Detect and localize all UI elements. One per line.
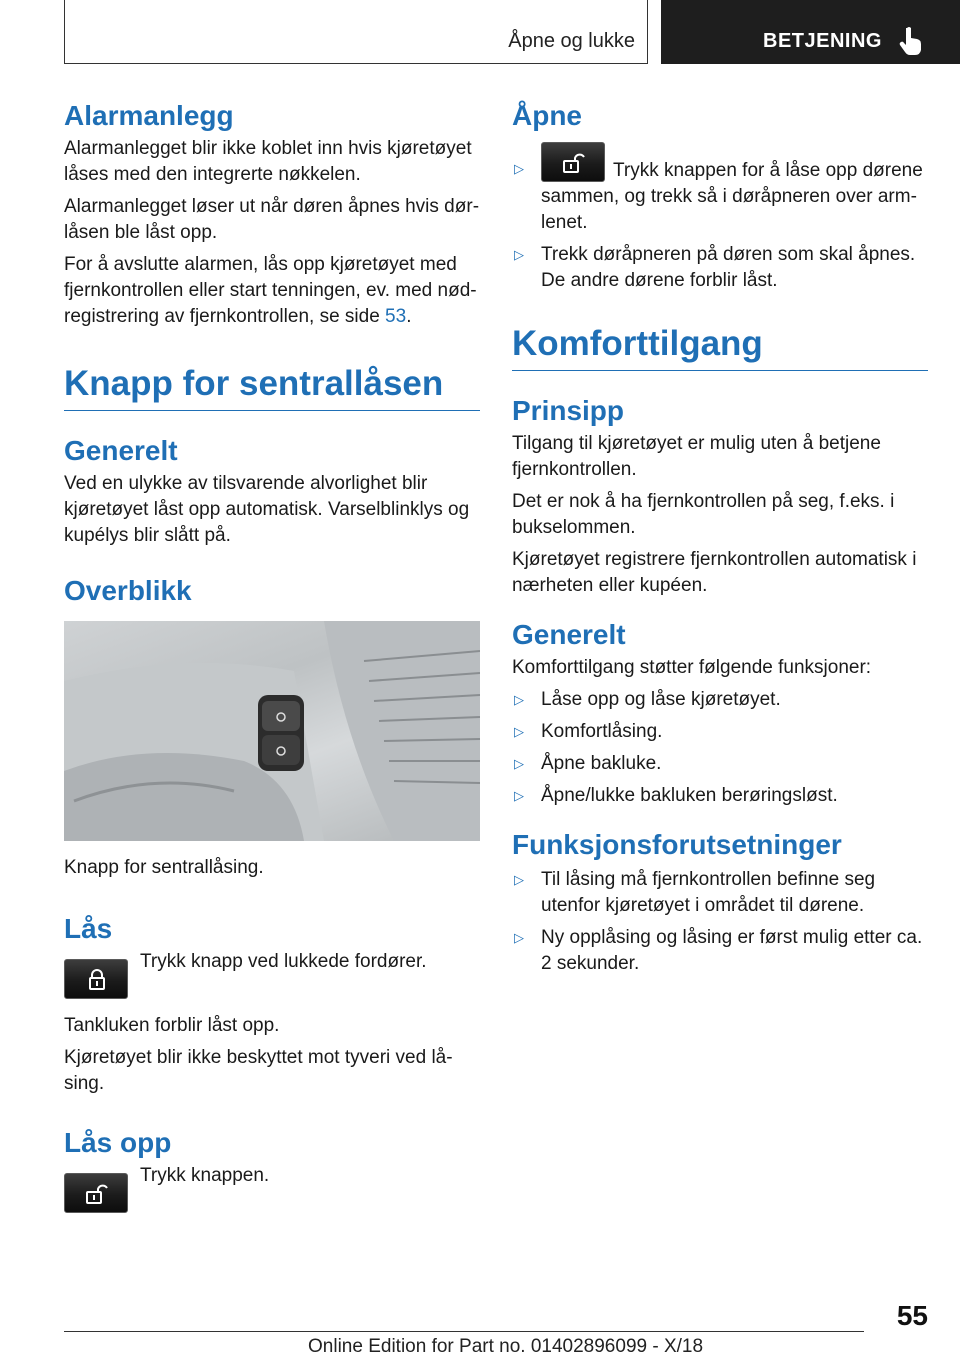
triangle-right-icon: ▷ [514, 930, 524, 945]
triangle-right-icon: ▷ [514, 161, 524, 176]
footer-divider [64, 1331, 864, 1332]
generelt-heading: Generelt [64, 435, 178, 466]
alarm-heading: Alarmanlegg [64, 100, 234, 131]
list-item: ▷ Til låsing må fjernkontrollen befinne seg utenfor kjøretøyet i området til dørene. [514, 869, 876, 916]
unlock-button-inline [541, 142, 605, 182]
list-item: ▷ Åpne/lukke bakluken berøringsløst. [512, 783, 928, 809]
left-column [64, 100, 480, 1213]
header-section-tab [64, 0, 648, 64]
prinsipp-paragraph-3: Kjøretøyet registrere fjernkontrollen automatisk i nærheten eller kupéen. [512, 549, 917, 596]
laas-paragraph-1: Tankluken forblir låst opp. [64, 1015, 280, 1036]
header-chapter-tab [661, 0, 960, 64]
prinsipp-paragraph-2: Det er nok å ha fjernkontrollen på seg, f.eks. i bukselommen. [512, 491, 895, 538]
padlock-open-icon [86, 1182, 108, 1204]
footer-edition: Online Edition for Part no. 01402896099 - X/18 [308, 1336, 704, 1357]
list-item: ▷ Åpne bakluke. [512, 751, 928, 777]
padlock-open-icon [563, 151, 585, 173]
aapne-item-1-text: Trykk knappen for å låse opp dørene sammen, og trekk så i døråpneren over armlenet. [541, 160, 923, 233]
header-section-title: Åpne og lukke [508, 30, 635, 52]
unlock-button [64, 1173, 128, 1213]
lock-button-row [64, 953, 480, 999]
list-item: ▷ Låse opp og låse kjøretøyet. [512, 687, 928, 713]
aapne-heading: Åpne [512, 100, 582, 131]
unlock-button-text: Trykk knappen. [140, 1165, 270, 1186]
generelt-right-paragraph: Komforttilgang støtter følgende funksjoner: [512, 657, 872, 678]
padlock-closed-icon [86, 968, 108, 990]
funksjon-heading: Funksjonsforutsetninger [512, 829, 842, 860]
hand-pointer-icon [898, 26, 924, 56]
alarm-paragraph-3: For å avslutte alarmen, lås opp kjøretøyet med fjernkontrollen eller start tenningen, ev. med nødregistrering av fjernkontrollen, se side 53. [64, 254, 477, 327]
triangle-right-icon: ▷ [514, 872, 524, 887]
list-item: ▷ Komfortlåsing. [512, 719, 928, 745]
photo-caption: Knapp for sentrallåsing. [64, 857, 264, 878]
triangle-right-icon: ▷ [514, 692, 524, 707]
laas-heading: Lås [64, 913, 113, 944]
alarm-paragraph-1: Alarmanlegget blir ikke koblet inn hvis kjøretøyet låses med den integrerte nøkkelen. [64, 138, 472, 185]
prinsipp-paragraph-1: Tilgang til kjøretøyet er mulig uten å betjene fjernkontrollen. [512, 433, 881, 480]
door-panel-illustration [64, 621, 480, 841]
triangle-right-icon: ▷ [514, 247, 524, 262]
laas-opp-heading: Lås opp [64, 1127, 172, 1158]
triangle-right-icon: ▷ [514, 756, 524, 771]
lock-button [64, 959, 128, 999]
unlock-button-row [64, 1167, 480, 1213]
triangle-right-icon: ▷ [514, 724, 524, 739]
chapter-heading-central-lock: Knapp for sentrallåsen [64, 364, 480, 411]
generelt-paragraph: Ved en ulykke av tilsvarende alvorlighet blir kjøretøyet låst opp automatisk. Varselblinklys og kupélys blir slått på. [64, 473, 470, 546]
right-column [512, 100, 928, 977]
triangle-right-icon: ▷ [514, 788, 524, 803]
alarm-paragraph-2: Alarmanlegget løser ut når døren åpnes hvis dørlåsen ble låst opp. [64, 196, 480, 243]
aapne-item-2-text: Trekk døråpneren på døren som skal åpnes. De andre dørene forblir låst. [541, 244, 916, 291]
lock-button-text: Trykk knapp ved lukkede fordører. [140, 951, 427, 972]
list-item: ▷ Ny opplåsing og låsing er først mulig etter ca. 2 sekunder. [514, 927, 923, 974]
overblikk-heading: Overblikk [64, 575, 192, 606]
header-chapter-label: BETJENING [763, 30, 882, 52]
aapne-list-item-1 [512, 142, 928, 236]
chapter-heading-komforttilgang: Komforttilgang [512, 324, 928, 371]
laas-paragraph-2: Kjøretøyet blir ikke beskyttet mot tyveri ved låsing. [64, 1047, 453, 1094]
page-link-53[interactable]: 53 [385, 306, 407, 327]
page-number: 55 [896, 1300, 928, 1331]
prinsipp-heading: Prinsipp [512, 395, 625, 426]
door-panel-photo [64, 621, 480, 841]
aapne-list-item-2 [512, 242, 928, 294]
generelt-right-heading: Generelt [512, 619, 626, 650]
